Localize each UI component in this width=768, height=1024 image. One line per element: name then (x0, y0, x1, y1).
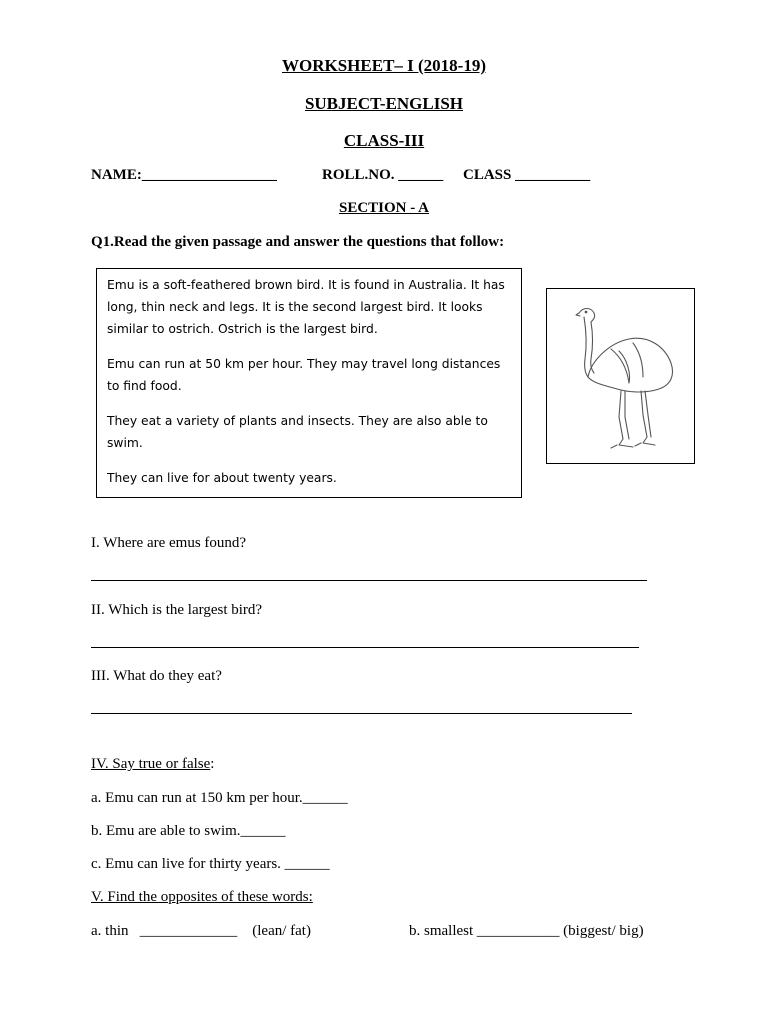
answer-line[interactable] (91, 713, 632, 714)
passage-paragraph: They can live for about twenty years. (107, 471, 337, 485)
q1-instruction: Q1.Read the given passage and answer the questions that follow: (91, 234, 505, 250)
section-heading: SECTION - A (338, 200, 430, 216)
opposites-item-b: b. smallest ___________ (biggest/ big) (409, 923, 644, 939)
true-false-item-b: b. Emu are able to swim.______ (91, 823, 286, 839)
worksheet-title: WORKSHEET– I (2018-19) (281, 56, 487, 75)
emu-image-frame (546, 288, 695, 464)
emu-illustration (547, 289, 694, 463)
true-false-colon: : (210, 756, 215, 772)
question-3: III. What do they eat? (91, 668, 222, 684)
opposites-item-a: a. thin _____________ (lean/ fat) (91, 923, 311, 939)
opposites-heading: V. Find the opposites of these words: (91, 889, 313, 905)
passage-paragraph: Emu can run at 50 km per hour. They may travel long distances to find food. (107, 357, 501, 393)
subject-title: SUBJECT-ENGLISH (304, 94, 464, 113)
answer-line[interactable] (91, 580, 647, 581)
passage-box (96, 268, 522, 498)
name-field: NAME:__________________ (91, 167, 277, 183)
true-false-heading (91, 756, 214, 773)
class-field: CLASS __________ (463, 167, 591, 183)
passage-paragraph: They eat a variety of plants and insects. They are also able to swim. (107, 414, 488, 450)
true-false-item-c: c. Emu can live for thirty years. ______ (91, 856, 330, 872)
question-2: II. Which is the largest bird? (91, 602, 263, 618)
passage-paragraph: Emu is a soft-feathered brown bird. It is found in Australia. It has long, thin neck and legs. It is the second largest bird. It looks similar to ostrich. Ostrich is the largest bird. (107, 278, 505, 336)
answer-line[interactable] (91, 647, 639, 648)
true-false-item-a: a. Emu can run at 150 km per hour.______ (91, 790, 348, 806)
roll-field: ROLL.NO. ______ (322, 167, 444, 183)
class-title: CLASS-III (343, 131, 425, 150)
question-1: I. Where are emus found? (91, 535, 247, 551)
true-false-title: IV. Say true or false (91, 756, 211, 772)
